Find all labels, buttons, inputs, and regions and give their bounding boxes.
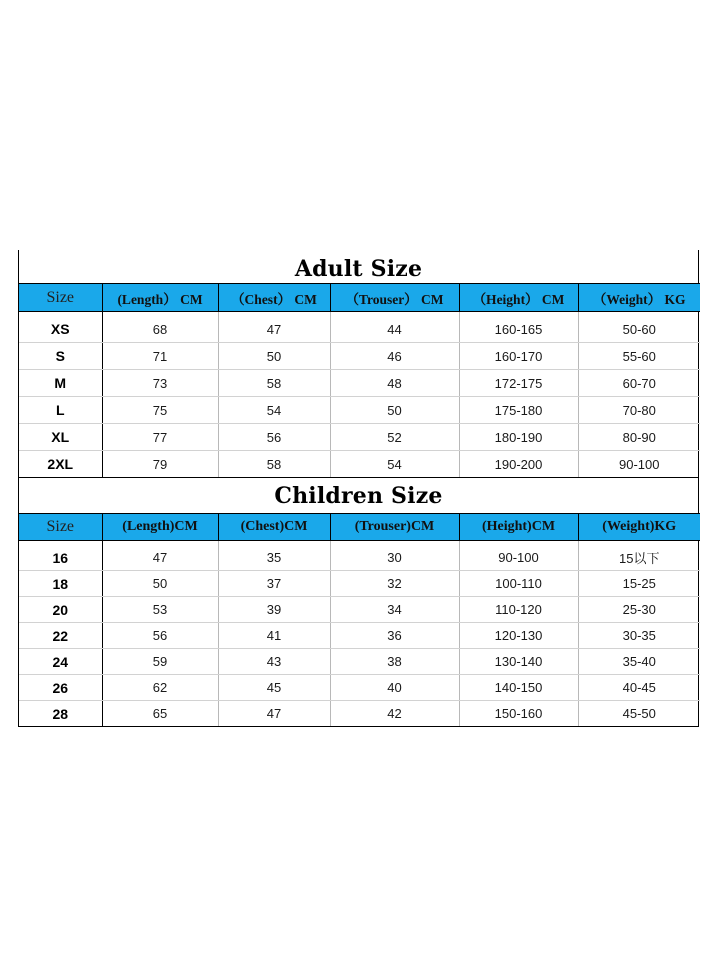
chest-cell: 58: [218, 451, 330, 478]
weight-cell: 80-90: [578, 424, 700, 451]
weight-cell: 15以下: [578, 545, 700, 571]
table-row: [19, 451, 700, 478]
chest-cell: 47: [218, 701, 330, 727]
header-length: (Length)CM: [102, 514, 218, 541]
header-height: (Height)CM: [459, 514, 578, 541]
chest-cell: 35: [218, 545, 330, 571]
chest-cell: 43: [218, 649, 330, 675]
chest-cell: 37: [218, 571, 330, 597]
chest-cell: 58: [218, 370, 330, 397]
chest-cell: 39: [218, 597, 330, 623]
weight-cell: 55-60: [578, 343, 700, 370]
length-cell: 65: [102, 701, 218, 727]
weight-cell: 50-60: [578, 316, 700, 343]
length-cell: 53: [102, 597, 218, 623]
chest-cell: 41: [218, 623, 330, 649]
table-row: [19, 397, 700, 424]
trouser-cell: 36: [330, 623, 459, 649]
trouser-cell: 50: [330, 397, 459, 424]
table-row: [19, 571, 700, 597]
weight-cell: 40-45: [578, 675, 700, 701]
height-cell: 110-120: [459, 597, 578, 623]
table-row: [19, 597, 700, 623]
height-cell: 130-140: [459, 649, 578, 675]
length-cell: 79: [102, 451, 218, 478]
size-cell: XS: [19, 316, 102, 343]
header-weight: (Weight)KG: [578, 514, 700, 541]
children-size-table: [19, 513, 700, 726]
chest-cell: 56: [218, 424, 330, 451]
weight-cell: 90-100: [578, 451, 700, 478]
height-cell: 120-130: [459, 623, 578, 649]
size-cell: S: [19, 343, 102, 370]
children-size-title: Children Size: [19, 477, 698, 513]
trouser-cell: 48: [330, 370, 459, 397]
weight-cell: 30-35: [578, 623, 700, 649]
trouser-cell: 54: [330, 451, 459, 478]
header-length: (Length） CM: [102, 284, 218, 312]
adult-size-title: Adult Size: [19, 250, 698, 283]
size-cell: 2XL: [47, 456, 74, 472]
size-cell: M: [19, 370, 102, 397]
height-cell: 160-165: [459, 316, 578, 343]
adult-header-row: [19, 284, 700, 312]
weight-cell: 35-40: [578, 649, 700, 675]
children-header-row: [19, 514, 700, 541]
table-row: [19, 370, 700, 397]
table-row: [19, 675, 700, 701]
weight-cell: 25-30: [578, 597, 700, 623]
size-cell: 16: [19, 545, 102, 571]
chest-cell: 45: [218, 675, 330, 701]
chest-cell: 54: [218, 397, 330, 424]
trouser-cell: 30: [330, 545, 459, 571]
height-cell: 160-170: [459, 343, 578, 370]
length-cell: 75: [102, 397, 218, 424]
length-cell: 73: [102, 370, 218, 397]
height-cell: 150-160: [459, 701, 578, 727]
height-cell: 90-100: [459, 545, 578, 571]
length-cell: 56: [102, 623, 218, 649]
length-cell: 62: [102, 675, 218, 701]
height-cell: 140-150: [459, 675, 578, 701]
size-cell: 22: [19, 623, 102, 649]
height-cell: 100-110: [459, 571, 578, 597]
chest-cell: 47: [218, 316, 330, 343]
length-cell: 71: [102, 343, 218, 370]
trouser-cell: 46: [330, 343, 459, 370]
size-cell: 28: [52, 705, 69, 722]
table-row: [19, 343, 700, 370]
header-weight: （Weight） KG: [578, 284, 700, 312]
length-cell: 68: [102, 316, 218, 343]
trouser-cell: 42: [330, 701, 459, 727]
length-cell: 50: [102, 571, 218, 597]
weight-cell: 70-80: [578, 397, 700, 424]
trouser-cell: 40: [330, 675, 459, 701]
trouser-cell: 34: [330, 597, 459, 623]
header-chest: (Chest)CM: [218, 514, 330, 541]
size-cell: 26: [19, 675, 102, 701]
table-row: [19, 316, 700, 343]
size-cell: 24: [19, 649, 102, 675]
chest-cell: 50: [218, 343, 330, 370]
header-chest: （Chest） CM: [218, 284, 330, 312]
length-cell: 77: [102, 424, 218, 451]
length-cell: 59: [102, 649, 218, 675]
table-row: [19, 649, 700, 675]
height-cell: 175-180: [459, 397, 578, 424]
header-height: （Height） CM: [459, 284, 578, 312]
size-cell: 18: [19, 571, 102, 597]
size-cell: XL: [19, 424, 102, 451]
length-cell: 47: [102, 545, 218, 571]
trouser-cell: 52: [330, 424, 459, 451]
weight-cell: 15-25: [578, 571, 700, 597]
weight-cell: 45-50: [578, 701, 700, 727]
table-row: [19, 424, 700, 451]
height-cell: 172-175: [459, 370, 578, 397]
trouser-cell: 32: [330, 571, 459, 597]
size-cell: L: [19, 397, 102, 424]
header-trouser: (Trouser)CM: [330, 514, 459, 541]
trouser-cell: 38: [330, 649, 459, 675]
header-trouser: （Trouser） CM: [330, 284, 459, 312]
height-cell: 190-200: [459, 451, 578, 478]
header-size: Size: [19, 284, 102, 312]
size-cell: 20: [19, 597, 102, 623]
header-size: Size: [19, 514, 102, 541]
adult-size-table: [19, 283, 700, 477]
trouser-cell: 44: [330, 316, 459, 343]
weight-cell: 60-70: [578, 370, 700, 397]
table-row: [19, 545, 700, 571]
size-chart: [18, 250, 699, 727]
table-row: [19, 623, 700, 649]
table-row: [19, 701, 700, 727]
height-cell: 180-190: [459, 424, 578, 451]
